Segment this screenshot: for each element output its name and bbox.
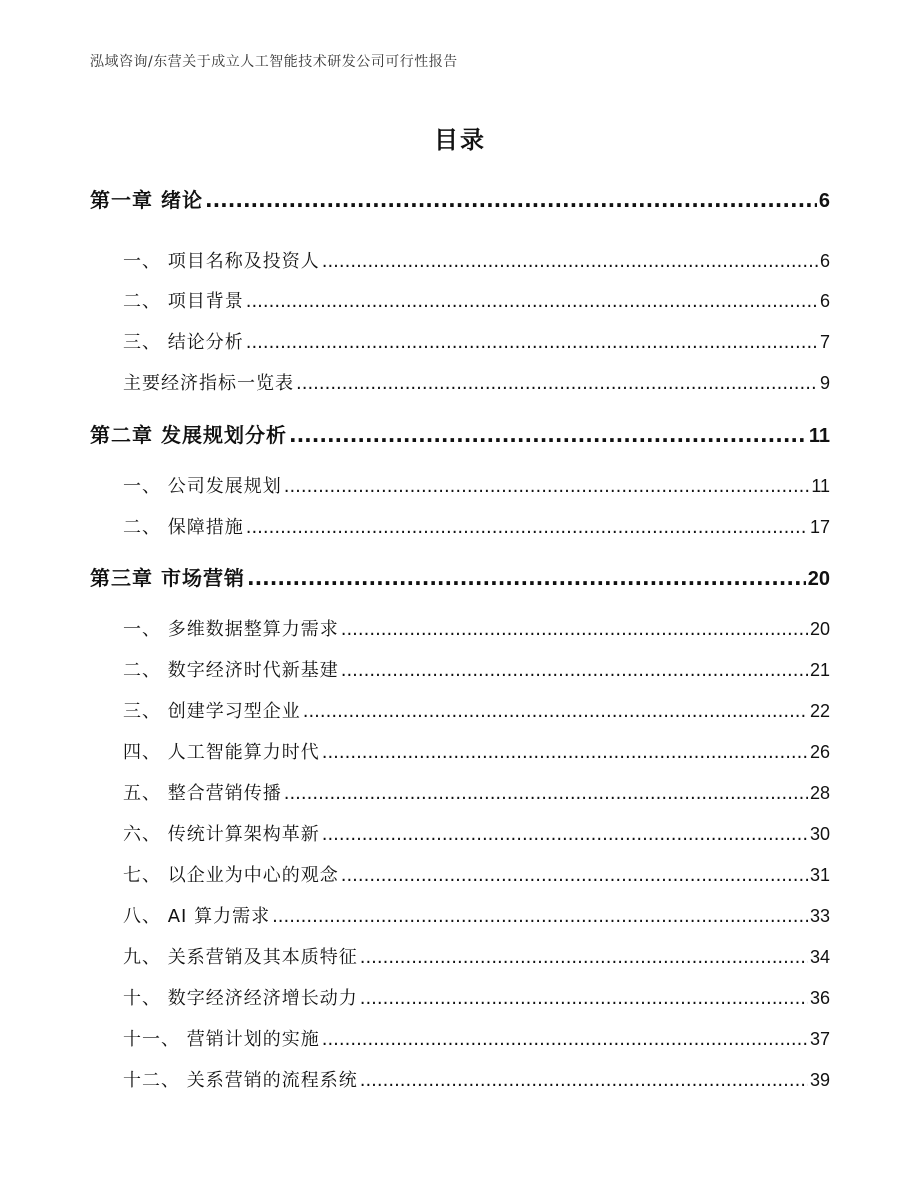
toc-entry[interactable] [123,287,830,313]
toc-entry-label: 三、 结论分析 [123,332,244,353]
dot-leader [341,865,808,886]
toc-entry-label: 八、 AI 算力需求 [123,906,271,927]
toc-entry-page: 36 [809,988,830,1008]
toc-entry-page: 20 [809,619,830,639]
toc-entry-label: 二、 保障措施 [123,517,244,538]
toc-entry-label: 十二、 关系营销的流程系统 [123,1070,358,1091]
dot-leader [296,373,818,394]
toc-entry-page: 9 [819,373,830,393]
toc-entry-page: 33 [809,906,830,926]
dot-leader [360,988,808,1009]
dot-leader [322,824,808,845]
toc-entry[interactable] [123,472,830,498]
dot-leader [322,1029,808,1050]
toc-entry-chapter-2[interactable] [90,419,830,448]
toc-entry[interactable] [123,697,830,723]
toc-entry-page: 34 [809,947,830,967]
toc-entry-page: 11 [811,476,830,496]
toc-entry-label: 三、 创建学习型企业 [123,701,301,722]
dot-leader [322,742,808,763]
page-title: 目录 [434,126,486,154]
dot-leader [246,291,818,312]
toc-entry[interactable] [123,902,830,928]
toc-entry[interactable] [123,369,830,395]
dot-leader [289,423,807,447]
toc-entry-page: 20 [807,568,830,590]
toc-entry-label: 四、 人工智能算力时代 [123,742,320,763]
toc-entry-label: 一、 项目名称及投资人 [123,251,320,272]
toc-entry[interactable] [123,247,830,273]
toc-entry[interactable] [123,984,830,1010]
toc-entry-page: 6 [818,190,830,212]
dot-leader [205,188,817,212]
toc-entry[interactable] [123,738,830,764]
toc-entry-page: 26 [809,742,830,762]
toc-entry-label: 第一章 绪论 [90,188,203,212]
dot-leader [284,783,808,804]
dot-leader [246,332,818,353]
toc-entry-label: 第二章 发展规划分析 [90,423,287,447]
dot-leader [303,701,808,722]
toc-entry-page: 22 [809,701,830,721]
toc-entry[interactable] [123,615,830,641]
toc-entry-page: 7 [819,332,830,352]
toc-entry-label: 九、 关系营销及其本质特征 [123,947,358,968]
dot-leader [284,476,810,497]
toc-entry-label: 五、 整合营销传播 [123,783,282,804]
toc-entry-label: 二、 数字经济时代新基建 [123,660,339,681]
toc-entry[interactable] [123,820,830,846]
dot-leader [272,906,808,927]
toc-entry[interactable] [123,328,830,354]
toc-entry[interactable] [123,861,830,887]
toc-entry-label: 第三章 市场营销 [90,566,245,590]
toc-entry[interactable] [123,1025,830,1051]
toc-entry-label: 六、 传统计算架构革新 [123,824,320,845]
toc-entry-page: 30 [809,824,830,844]
running-header: 泓域咨询/东营关于成立人工智能技术研发公司可行性报告 [90,54,458,70]
toc-entry[interactable] [123,1066,830,1092]
toc-entry[interactable] [123,943,830,969]
toc-entry-label: 二、 项目背景 [123,291,244,312]
toc-entry-page: 21 [809,660,830,680]
dot-leader [360,947,808,968]
dot-leader [341,660,808,681]
toc-entry[interactable] [123,779,830,805]
toc-entry[interactable] [123,656,830,682]
toc-entry-chapter-1[interactable] [90,184,830,213]
toc-entry-page: 39 [809,1070,830,1090]
toc-entry-chapter-3[interactable] [90,562,830,591]
dot-leader [247,566,806,590]
toc-entry-page: 6 [819,291,830,311]
toc-entry-label: 十一、 营销计划的实施 [123,1029,320,1050]
dot-leader [341,619,808,640]
toc-entry-page: 17 [809,517,830,537]
toc-entry-page: 11 [808,425,830,447]
toc-entry-label: 一、 多维数据整算力需求 [123,619,339,640]
toc-entry-label: 主要经济指标一览表 [123,373,294,394]
toc-entry-page: 28 [809,783,830,803]
toc-entry-page: 37 [809,1029,830,1049]
dot-leader [360,1070,808,1091]
dot-leader [246,517,808,538]
toc-entry[interactable] [123,513,830,539]
dot-leader [322,251,818,272]
toc-entry-label: 十、 数字经济经济增长动力 [123,988,358,1009]
toc-entry-page: 31 [809,865,830,885]
toc-entry-label: 七、 以企业为中心的观念 [123,865,339,886]
toc-entry-label: 一、 公司发展规划 [123,476,282,497]
toc-entry-page: 6 [819,251,830,271]
